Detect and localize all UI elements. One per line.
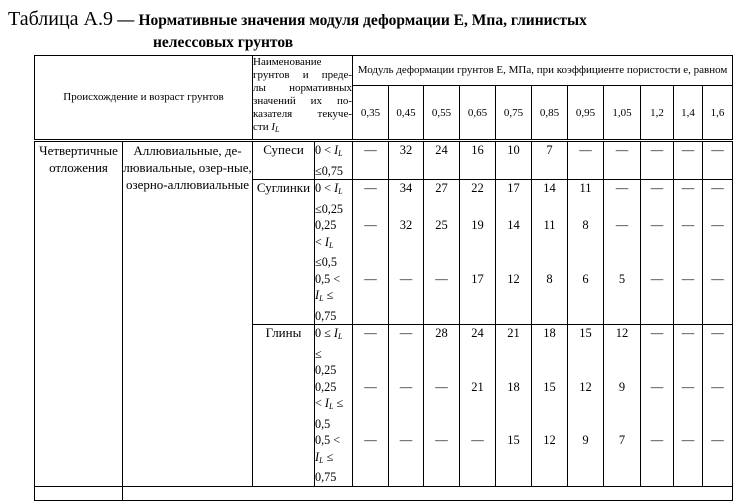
- header-name-last: [253, 121, 352, 136]
- modulus-value: 15: [496, 432, 532, 486]
- modulus-value: —: [641, 432, 674, 486]
- modulus-value: 8: [568, 217, 604, 271]
- modulus-value: —: [703, 379, 733, 433]
- coef-8: 1,2: [641, 86, 674, 140]
- deformation-modulus-table: [34, 55, 733, 140]
- il-range-line: 0,75: [315, 470, 337, 484]
- modulus-value: —: [424, 271, 460, 325]
- modulus-value: —: [568, 142, 604, 180]
- modulus-value: —: [604, 180, 641, 218]
- modulus-value: —: [389, 271, 424, 325]
- table-body: [34, 141, 733, 501]
- il-range-line: ≤0,75: [315, 163, 344, 178]
- modulus-value: —: [703, 325, 733, 379]
- il-range-line: 0,25: [315, 379, 337, 394]
- il-range-line: 0,5: [315, 416, 331, 431]
- modulus-value: —: [674, 379, 703, 433]
- modulus-value: —: [703, 271, 733, 325]
- header-name-line: Наименование: [253, 56, 322, 68]
- il-range-line: < IL ≤: [315, 396, 344, 411]
- modulus-value: —: [674, 325, 703, 379]
- coef-7: 1,05: [604, 86, 641, 140]
- modulus-value: 19: [460, 217, 496, 271]
- group-origin: Четвертичные отложения: [35, 142, 123, 487]
- modulus-value: —: [703, 142, 733, 180]
- modulus-value: 11: [532, 217, 568, 271]
- coef-2: 0,55: [424, 86, 460, 140]
- il-range: [315, 217, 353, 271]
- soil-name: Супеси: [253, 142, 315, 180]
- modulus-value: 32: [389, 142, 424, 180]
- modulus-value: —: [674, 142, 703, 180]
- modulus-value: —: [424, 432, 460, 486]
- header-name-last-word: сти: [253, 121, 269, 133]
- modulus-value: —: [703, 432, 733, 486]
- modulus-value: 12: [532, 432, 568, 486]
- header-soil-name: [253, 56, 353, 140]
- modulus-value: 15: [568, 325, 604, 379]
- header-name-line: лы нормативных: [253, 82, 352, 94]
- modulus-value: 18: [532, 325, 568, 379]
- modulus-value: —: [641, 271, 674, 325]
- modulus-value: —: [641, 180, 674, 218]
- soil-name: Суглинки: [253, 180, 315, 325]
- il-range-line: ≤: [315, 346, 322, 361]
- table-caption: [8, 8, 728, 51]
- modulus-value: —: [641, 142, 674, 180]
- il-range-line: 0,75: [315, 308, 337, 323]
- modulus-value: —: [353, 432, 389, 486]
- modulus-value: —: [353, 271, 389, 325]
- il-range-line: 0,5 <: [315, 433, 341, 447]
- table-number: Таблица А.9: [8, 8, 113, 30]
- modulus-value: 22: [460, 180, 496, 218]
- coef-1: 0,45: [389, 86, 424, 140]
- il-range: [315, 432, 353, 486]
- modulus-value: —: [641, 325, 674, 379]
- modulus-value: —: [353, 379, 389, 433]
- modulus-value: 28: [424, 325, 460, 379]
- modulus-value: —: [604, 217, 641, 271]
- modulus-value: —: [674, 180, 703, 218]
- modulus-value: 17: [496, 180, 532, 218]
- modulus-value: 14: [496, 217, 532, 271]
- coef-10: 1,6: [703, 86, 733, 140]
- modulus-value: 12: [496, 271, 532, 325]
- il-range-line: IL ≤: [315, 288, 334, 303]
- modulus-value: —: [353, 142, 389, 180]
- il-range: [315, 271, 353, 325]
- group-genesis: Аллювиальные, де-лювиальные, озер-ные, озерно-аллювиальные: [123, 142, 253, 487]
- modulus-value: —: [703, 180, 733, 218]
- header-name-symbol-sub: L: [275, 125, 280, 134]
- coef-3: 0,65: [460, 86, 496, 140]
- modulus-value: —: [674, 432, 703, 486]
- header-name-symbol: I: [271, 121, 275, 133]
- coef-5: 0,85: [532, 86, 568, 140]
- modulus-value: —: [353, 217, 389, 271]
- il-range: [315, 325, 353, 379]
- il-range-line: 0 ≤ IL: [315, 326, 343, 341]
- il-range: [315, 180, 353, 218]
- modulus-value: 10: [496, 142, 532, 180]
- modulus-value: —: [703, 217, 733, 271]
- header-modulus: Модуль деформации грунтов E, МПа, при коэффициенте пористости e, равном: [353, 56, 733, 86]
- header-name-line: грунтов и преде-: [253, 69, 352, 81]
- il-range-line: 0,25: [315, 363, 337, 377]
- header-name-line: казателя текуче-: [253, 108, 352, 120]
- modulus-value: —: [353, 180, 389, 218]
- modulus-value: 18: [496, 379, 532, 433]
- table-title-line1: Нормативные значения модуля деформации E, Мпа, глинистых: [138, 12, 587, 29]
- modulus-value: 17: [460, 271, 496, 325]
- il-range-line: ≤0,5: [315, 255, 337, 269]
- coef-6: 0,95: [568, 86, 604, 140]
- modulus-value: 7: [604, 432, 641, 486]
- modulus-value: —: [389, 379, 424, 433]
- modulus-value: —: [389, 432, 424, 486]
- modulus-value: 15: [532, 379, 568, 433]
- modulus-value: 9: [568, 432, 604, 486]
- il-range: [315, 142, 353, 180]
- modulus-value: —: [674, 217, 703, 271]
- header-name-line: значений их по-: [253, 95, 352, 107]
- coef-9: 1,4: [674, 86, 703, 140]
- modulus-value: 21: [496, 325, 532, 379]
- modulus-value: 24: [460, 325, 496, 379]
- il-range: [315, 379, 353, 433]
- modulus-value: 24: [424, 142, 460, 180]
- soil-name: Глины: [253, 325, 315, 487]
- modulus-value: —: [641, 379, 674, 433]
- modulus-value: 34: [389, 180, 424, 218]
- coef-4: 0,75: [496, 86, 532, 140]
- modulus-value: 32: [389, 217, 424, 271]
- il-range-line: 0 < IL: [315, 181, 343, 196]
- modulus-value: 16: [460, 142, 496, 180]
- il-range-line: 0 < IL: [315, 143, 343, 158]
- modulus-value: 27: [424, 180, 460, 218]
- modulus-value: —: [641, 217, 674, 271]
- modulus-value: —: [424, 379, 460, 433]
- modulus-value: 11: [568, 180, 604, 218]
- modulus-value: 5: [604, 271, 641, 325]
- header-origin: Происхождение и возраст грунтов: [35, 56, 253, 140]
- modulus-value: —: [389, 325, 424, 379]
- modulus-value: 25: [424, 217, 460, 271]
- modulus-value: 8: [532, 271, 568, 325]
- il-range-line: < IL: [315, 234, 334, 250]
- modulus-value: —: [460, 432, 496, 486]
- modulus-value: 6: [568, 271, 604, 325]
- table-title-line2: нелессовых грунтов: [153, 34, 294, 51]
- modulus-value: —: [353, 325, 389, 379]
- caption-dash: —: [112, 10, 139, 29]
- il-range-line: 0,5 <: [315, 271, 341, 286]
- modulus-value: 7: [532, 142, 568, 180]
- modulus-value: 12: [568, 379, 604, 433]
- modulus-value: 14: [532, 180, 568, 218]
- modulus-value: —: [674, 271, 703, 325]
- modulus-value: —: [604, 142, 641, 180]
- table-row: [35, 142, 733, 180]
- coef-0: 0,35: [353, 86, 389, 140]
- il-range-line: IL ≤: [315, 449, 334, 465]
- il-range-line: ≤0,25: [315, 201, 344, 216]
- il-range-line: 0,25: [315, 218, 337, 232]
- modulus-value: 9: [604, 379, 641, 433]
- modulus-value: 12: [604, 325, 641, 379]
- modulus-value: 21: [460, 379, 496, 433]
